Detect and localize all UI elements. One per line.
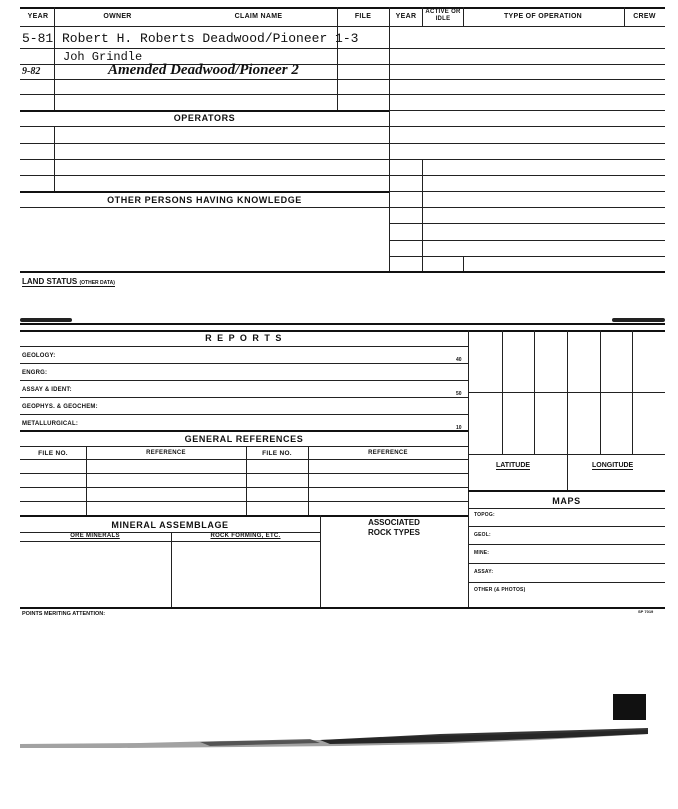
claim-entry-3: Amended Deadwood/Pioneer 2: [108, 62, 299, 78]
map-geol: GEOL:: [474, 532, 491, 538]
report-engrg-label: ENGRG:: [22, 370, 48, 376]
maps-heading: MAPS: [552, 496, 581, 506]
report-assay-num: 50: [456, 391, 462, 397]
general-references-heading: GENERAL REFERENCES: [184, 434, 304, 444]
map-topog: TOPOG:: [474, 512, 495, 518]
claim-entry-2: Joh Grindle: [63, 50, 143, 64]
reports-heading: R E P O R T S: [205, 333, 283, 343]
operators-heading: OPERATORS: [173, 113, 236, 123]
land-status-heading: LAND STATUS: [22, 277, 78, 286]
other-persons-heading: OTHER PERSONS HAVING KNOWLEDGE: [107, 195, 302, 205]
header-year-2: YEAR: [395, 13, 417, 20]
mineral-assemblage-heading: MINERAL ASSEMBLAGE: [111, 520, 229, 530]
longitude-label: LONGITUDE: [592, 462, 634, 469]
report-metallurgical-label: METALLURGICAL:: [22, 421, 79, 427]
header-type-of-operation: TYPE OF OPERATION: [503, 13, 583, 20]
header-owner: OWNER: [103, 13, 132, 20]
rock-forming-header: ROCK FORMING, ETC.: [210, 533, 281, 539]
ore-minerals-header: ORE MINERALS: [70, 533, 120, 539]
report-assay-label: ASSAY & IDENT:: [22, 387, 72, 393]
ref-file-no-2: FILE NO.: [262, 450, 292, 457]
map-other: OTHER (& PHOTOS): [474, 587, 526, 593]
map-assay: ASSAY:: [474, 569, 494, 575]
header-year: YEAR: [27, 13, 49, 20]
header-claim-name: CLAIM NAME: [234, 13, 283, 20]
latitude-label: LATITUDE: [496, 462, 531, 469]
claim-year-3: 9-82: [22, 66, 41, 77]
map-mine: MINE:: [474, 550, 490, 556]
report-geophys-label: GEOPHYS. & GEOCHEM:: [22, 404, 98, 410]
report-metallurgical-num: 10: [456, 425, 462, 431]
claim-year-1: 5-81: [22, 31, 54, 46]
claim-entry-1: Robert H. Roberts Deadwood/Pioneer 1-3: [62, 31, 359, 46]
points-meriting-attention-label: POINTS MERITING ATTENTION:: [22, 611, 106, 617]
ref-reference-2: REFERENCE: [368, 450, 408, 456]
ref-file-no-1: FILE NO.: [38, 450, 68, 457]
report-geology-label: GEOLOGY:: [22, 353, 56, 359]
form-code: SP 7019: [638, 609, 654, 614]
scan-smear-band: [20, 722, 648, 752]
header-file: FILE: [354, 13, 372, 20]
scan-black-block: [613, 694, 646, 720]
ref-reference-1: REFERENCE: [146, 450, 186, 456]
header-active-or-idle: ACTIVE OR IDLE: [425, 9, 461, 22]
report-geology-num: 40: [456, 357, 462, 363]
header-crew: CREW: [633, 13, 656, 20]
land-status-subheading: (OTHER DATA): [79, 280, 115, 286]
associated-rock-types-heading: ASSOCIATED ROCK TYPES: [367, 518, 420, 537]
